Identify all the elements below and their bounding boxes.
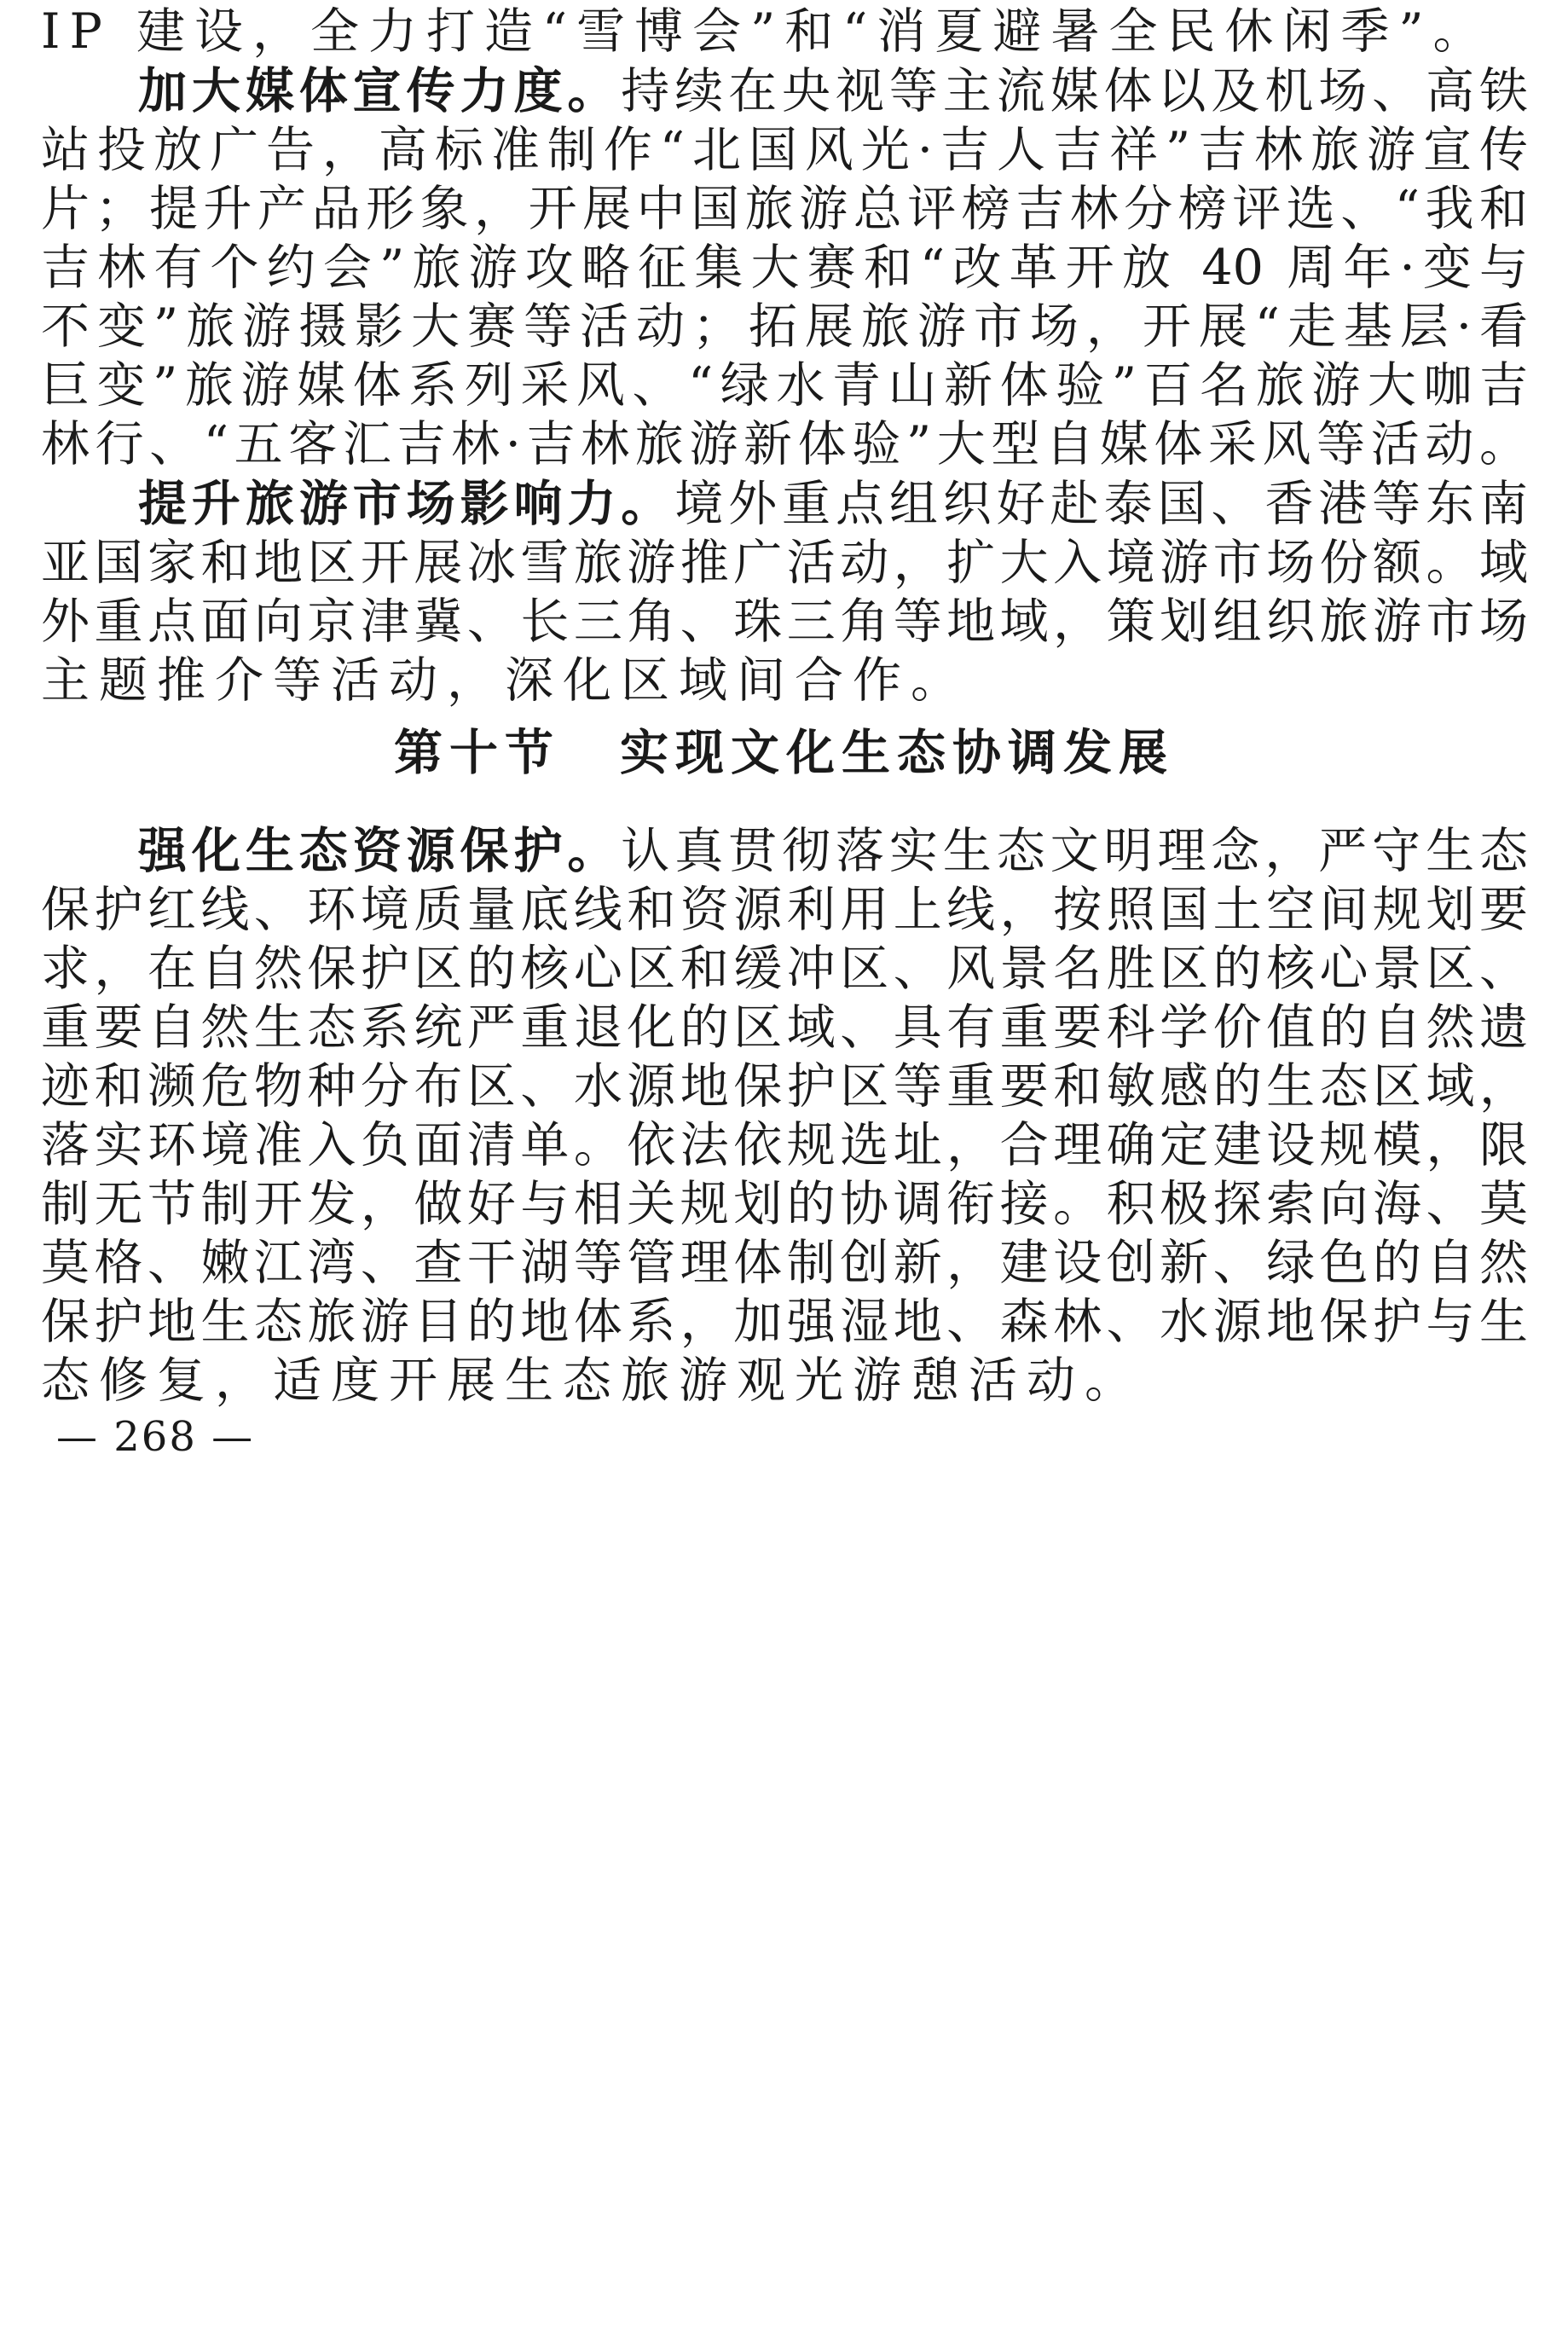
text-line bbox=[41, 356, 1528, 415]
line-text: 保护地生态旅游目的地体系，加强湿地、森林、水源地保护与生 bbox=[41, 1294, 1528, 1350]
text-line bbox=[41, 651, 1528, 710]
paragraph-lead: 强化生态资源保护。 bbox=[138, 822, 622, 879]
text-line bbox=[41, 414, 1528, 474]
line-text: 片；提升产品形象，开展中国旅游总评榜吉林分榜评选、“我和 bbox=[41, 181, 1528, 237]
text-line bbox=[41, 998, 1528, 1057]
text-line bbox=[41, 592, 1528, 652]
line-text: 求，在自然保护区的核心区和缓冲区、风景名胜区的核心景区、 bbox=[41, 941, 1528, 997]
line-text: 重要自然生态系统严重退化的区域、具有重要科学价值的自然遗 bbox=[41, 999, 1528, 1056]
line-text: 持续在央视等主流媒体以及机场、高铁 bbox=[621, 63, 1528, 119]
line-text: 不变”旅游摄影大赛等活动；拓展旅游市场，开展“走基层·看 bbox=[41, 298, 1528, 355]
text-line bbox=[41, 238, 1528, 298]
line-text: 保护红线、环境质量底线和资源利用上线，按照国土空间规划要 bbox=[41, 882, 1528, 938]
text-line bbox=[41, 1174, 1528, 1234]
line-text: IP 建设，全力打造“雪博会”和“消夏避暑全民休闲季”。 bbox=[41, 3, 1491, 60]
line-text: 亚国家和地区开展冰雪旅游推广活动，扩大入境游市场份额。域 bbox=[41, 535, 1528, 591]
paragraph-first-line bbox=[138, 821, 1528, 881]
text-line bbox=[41, 1233, 1528, 1293]
line-text: 巨变”旅游媒体系列采风、“绿水青山新体验”百名旅游大咖吉 bbox=[41, 357, 1528, 414]
line-text: 吉林有个约会”旅游攻略征集大赛和“改革开放 40 周年·变与 bbox=[41, 240, 1528, 296]
text-line bbox=[41, 1292, 1528, 1352]
text-line bbox=[41, 2, 1528, 61]
text-line bbox=[41, 179, 1528, 239]
line-text: 境外重点组织好赴泰国、香港等东南 bbox=[674, 476, 1529, 532]
text-line bbox=[41, 120, 1528, 180]
text-line bbox=[41, 880, 1528, 940]
text-line bbox=[41, 1351, 1528, 1410]
paragraph-first-line bbox=[138, 474, 1528, 534]
line-text: 外重点面向京津冀、长三角、珠三角等地域，策划组织旅游市场 bbox=[41, 594, 1528, 650]
paragraph-first-line bbox=[138, 61, 1528, 121]
line-text: 站投放广告，高标准制作“北国风光·吉人吉祥”吉林旅游宣传 bbox=[41, 122, 1528, 178]
text-line bbox=[41, 1115, 1528, 1175]
section-number: 第十节 bbox=[394, 724, 560, 781]
line-text: 主题推介等活动，深化区域间合作。 bbox=[41, 652, 969, 709]
text-line bbox=[41, 297, 1528, 356]
line-text: 迹和濒危物种分布区、水源地保护区等重要和敏感的生态区域， bbox=[41, 1058, 1528, 1115]
paragraph-lead: 提升旅游市场影响力。 bbox=[138, 475, 675, 532]
section-heading bbox=[0, 723, 1568, 783]
line-text: 林行、“五客汇吉林·吉林旅游新体验”大型自媒体采风等活动。 bbox=[41, 416, 1528, 472]
paragraph-lead: 加大媒体宣传力度。 bbox=[138, 62, 622, 119]
line-text: 态修复，适度开展生态旅游观光游憩活动。 bbox=[41, 1352, 1143, 1409]
text-line bbox=[41, 939, 1528, 999]
line-text: 莫格、嫩江湾、查干湖等管理体制创新，建设创新、绿色的自然 bbox=[41, 1235, 1528, 1291]
text-line bbox=[41, 533, 1528, 593]
section-title: 实现文化生态协调发展 bbox=[620, 724, 1174, 781]
page-number: — 268 — bbox=[56, 1413, 255, 1461]
line-text: 落实环境准入负面清单。依法依规选址，合理确定建设规模，限 bbox=[41, 1117, 1528, 1173]
text-line bbox=[41, 1057, 1528, 1116]
line-text: 认真贯彻落实生态文明理念，严守生态 bbox=[621, 823, 1528, 879]
line-text: 制无节制开发，做好与相关规划的协调衔接。积极探索向海、莫 bbox=[41, 1176, 1528, 1232]
